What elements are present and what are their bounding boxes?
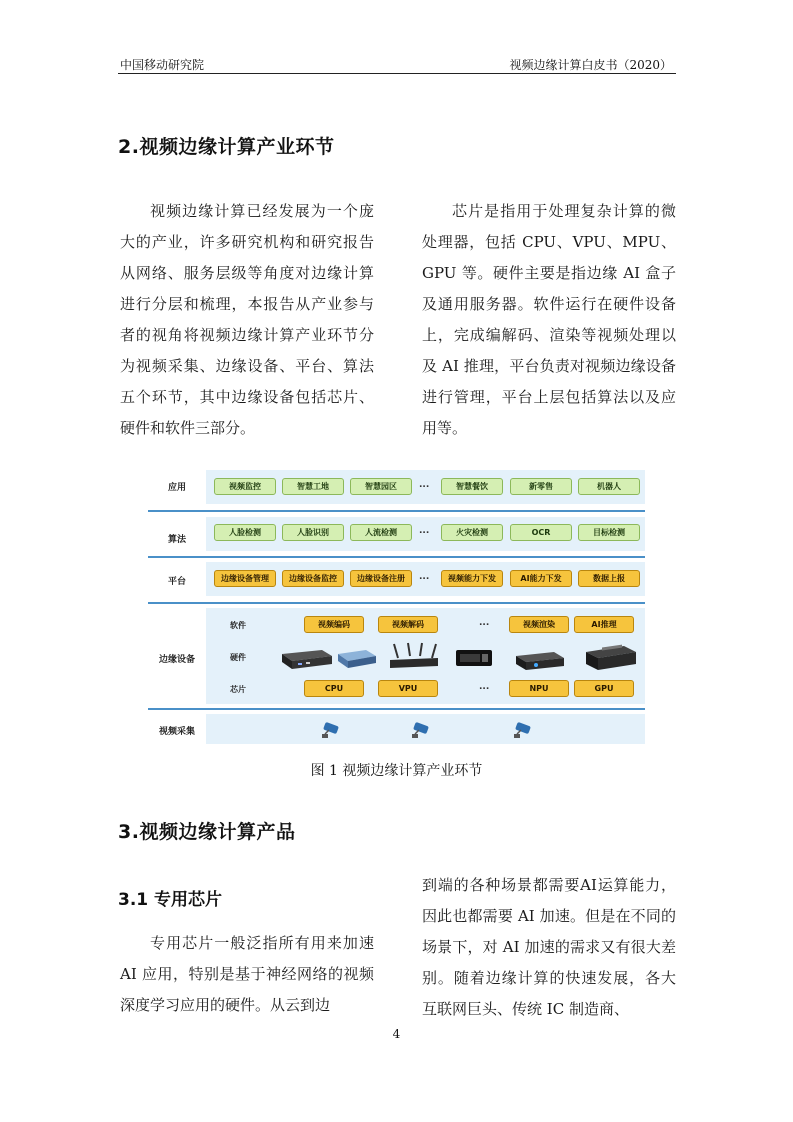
row-label-app: 应用: [167, 483, 186, 493]
software-item: 视频解码: [378, 616, 438, 633]
platform-item: 数据上报: [578, 570, 640, 587]
gpu-server-icon: [584, 642, 638, 672]
edge-server-icon: [514, 646, 566, 672]
platform-item: AI能力下发: [510, 570, 572, 587]
compute-module-icon: [454, 646, 494, 670]
platform-ellipsis: ...: [419, 572, 430, 582]
ai-box-icon: [336, 646, 378, 670]
platform-item: 边缘设备管理: [214, 570, 276, 587]
row-divider: [148, 708, 645, 710]
page-header: [118, 54, 676, 74]
algo-item: OCR: [510, 524, 572, 541]
software-item: 视频渲染: [509, 616, 569, 633]
platform-item: 边缘设备注册: [350, 570, 412, 587]
row-divider: [148, 602, 645, 604]
app-item: 智慧园区: [350, 478, 412, 495]
section-2-para-right: 芯片是指用于处理复杂计算的微处理器，包括 CPU、VPU、MPU、GPU 等。硬件主要是指边缘 AI 盒子及通用服务器。软件运行在硬件设备上，完成编解码、渲染等视频处理以及 AI 推理，平台负责对视频边缘设备进行管理，平台上层包括算法以及应用等。: [422, 202, 676, 437]
section-2-para-left: 视频边缘计算已经发展为一个庞大的产业，许多研究机构和研究报告从网络、服务层级等角度对边缘计算进行分层和梳理，本报告从产业参与者的视角将视频边缘计算产业环节分为视频采集、边缘设备、平台、算法五个环节，其中边缘设备包括芯片、硬件和软件三部分。: [120, 202, 374, 437]
app-ellipsis: ...: [419, 480, 430, 490]
software-label: 软件: [230, 621, 246, 630]
algo-item: 人流检测: [350, 524, 412, 541]
row-divider: [148, 556, 645, 558]
app-item: 智慧工地: [282, 478, 344, 495]
row-label-platform: 平台: [167, 577, 186, 587]
algo-item: 目标检测: [578, 524, 640, 541]
section-3-title: 3.视频边缘计算产品: [118, 821, 296, 843]
header-org: 中国移动研究院: [120, 58, 205, 72]
section-3-1-title: 3.1 专用芯片: [118, 890, 223, 910]
chip-label: 芯片: [230, 685, 246, 694]
software-item: AI推理: [574, 616, 634, 633]
algo-item: 人脸检测: [214, 524, 276, 541]
section-3-1-para-left: 专用芯片一般泛指所有用来加速 AI 应用，特别是基于神经网络的视频深度学习应用的硬件。从云到边: [120, 934, 374, 1014]
software-ellipsis: ...: [479, 618, 490, 628]
chip-item: CPU: [304, 680, 364, 697]
chip-item: NPU: [509, 680, 569, 697]
algo-ellipsis: ...: [419, 526, 430, 536]
chip-item: VPU: [378, 680, 438, 697]
router-icon: [388, 642, 440, 670]
row-label-algo: 算法: [167, 535, 186, 545]
chip-item: GPU: [574, 680, 634, 697]
app-item: 机器人: [578, 478, 640, 495]
platform-item: 视频能力下发: [441, 570, 503, 587]
edge-box-icon: [278, 644, 334, 670]
row-label-edge: 边缘设备: [158, 655, 195, 665]
camera-icon: [320, 720, 342, 740]
page-number: 4: [392, 1027, 401, 1041]
platform-item: 边缘设备监控: [282, 570, 344, 587]
app-item: 智慧餐饮: [441, 478, 503, 495]
app-item: 新零售: [510, 478, 572, 495]
algo-item: 火灾检测: [441, 524, 503, 541]
software-item: 视频编码: [304, 616, 364, 633]
algo-item: 人脸识别: [282, 524, 344, 541]
section-2-title: 2.视频边缘计算产业环节: [118, 136, 335, 158]
header-doc-title: 视频边缘计算白皮书（2020）: [509, 58, 672, 72]
hardware-label: 硬件: [230, 653, 246, 662]
row-label-capture: 视频采集: [158, 727, 195, 737]
camera-icon: [512, 720, 534, 740]
camera-icon: [410, 720, 432, 740]
app-item: 视频监控: [214, 478, 276, 495]
industry-chain-figure: [148, 466, 645, 746]
figure-caption: 图 1 视频边缘计算产业环节: [310, 763, 483, 779]
section-3-1-para-right: 到端的各种场景都需要AI运算能力，因此也都需要 AI 加速。但是在不同的场景下，对 AI 加速的需求又有很大差别。随着边缘计算的快速发展，各大互联网巨头、传统 IC 制造商、: [422, 876, 676, 1018]
row-divider: [148, 510, 645, 512]
chip-ellipsis: ...: [479, 682, 490, 692]
